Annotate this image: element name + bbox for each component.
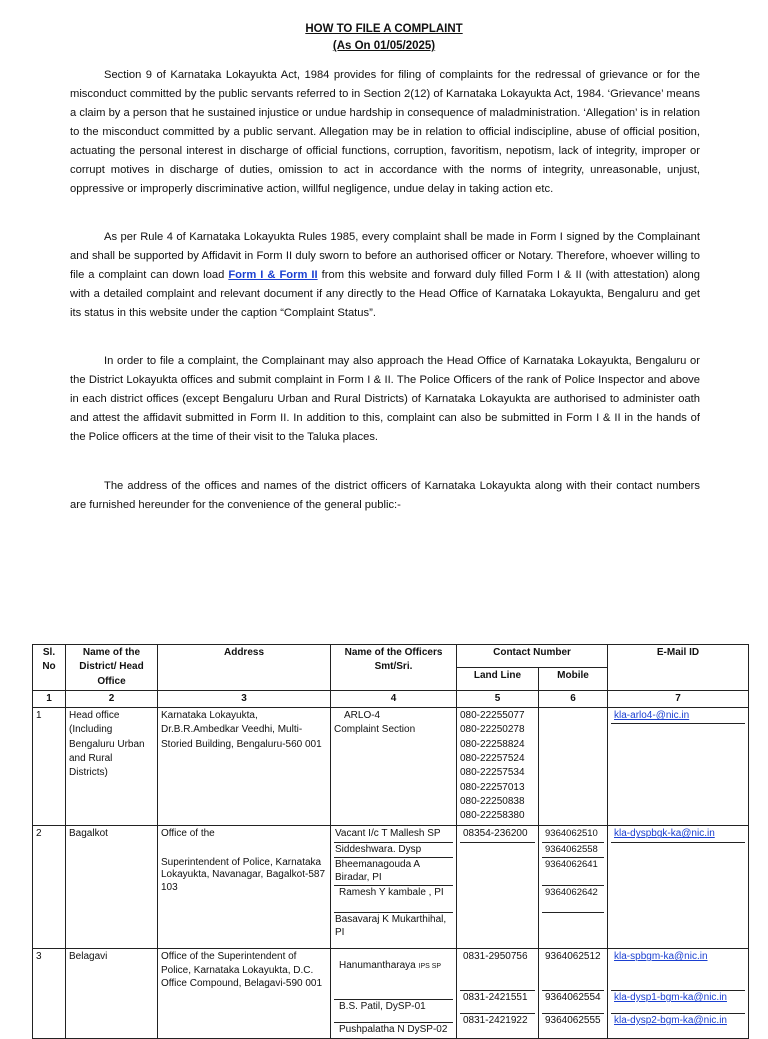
email-cell (608, 708, 749, 826)
landline-number: 080-22255077 (460, 710, 525, 722)
row-sl-no: 2 (33, 826, 66, 949)
header-landline: Land Line (457, 667, 539, 690)
header-officers: Name of the Officers Smt/Sri. (331, 645, 457, 691)
paragraph-rule-4: As per Rule 4 of Karnataka Lokayukta Rules 1985, every complaint shall be made in Form I signed by the Complainant and shall be supported by Affidavit in Form II duly sworn to before an authorised officer or Notary. Therefore, whoever willing to file a complaint can down load Form I & Form II from this website and forward duly filled Form I & II (with attestation) along with a detailed complaint and relevant document if any directly to the Head Office of Karnataka Lokayukta, Bengaluru and get its status in this website under the caption “Complaint Status”. (70, 231, 700, 319)
landline-number: 080-22250278 (460, 724, 525, 736)
column-number: 7 (608, 690, 749, 707)
mobile-number: 9364062555 (542, 1014, 604, 1029)
column-number-row (33, 690, 749, 707)
header-email: E-Mail ID (608, 645, 749, 691)
header-district: Name of the District/ Head Office (66, 645, 158, 691)
office-address (158, 826, 331, 949)
officer-names (331, 949, 457, 1039)
table-row-head-office (33, 708, 749, 826)
mobile-number: 9364062512 (545, 951, 601, 963)
landline-numbers (457, 708, 539, 826)
email-link[interactable]: kla-arlo4-@nic.in (614, 710, 690, 722)
page-subtitle: (As On 01/05/2025) (332, 40, 436, 52)
header-sl-no: Sl. No (33, 645, 66, 691)
email-link[interactable]: kla-dysp2-bgm-ka@nic.in (614, 1015, 727, 1027)
office-address: Office of the Superintendent of Police, Karnataka Lokayukta, D.C. Office Compound, Belagavi-590 001 (158, 949, 331, 1039)
email-link[interactable]: kla-dyspbgk-ka@nic.in (614, 828, 715, 840)
landline-number: 08354-236200 (463, 828, 528, 840)
landline-number: 080-22257534 (460, 767, 525, 779)
column-number: 5 (457, 690, 539, 707)
row-sl-no: 3 (33, 949, 66, 1039)
officer-name: Siddeshwara. Dysp (334, 842, 453, 857)
officer-names (331, 708, 457, 826)
officer-name: Basavaraj K Mukarthihal, PI (334, 913, 453, 948)
landline-number: 080-22250838 (460, 795, 525, 807)
officer-name: B.S. Patil, DySP-01 (334, 1000, 453, 1023)
district-name: Belagavi (66, 949, 158, 1039)
paragraph-section-9: Section 9 of Karnataka Lokayukta Act, 1984 provides for filing of complaints for the redressal of grievance or for the misconduct committed by the public servants referred to in Section 2(12) of Karnataka Lokayukta Act, 1984. ‘Grievance’ means a claim by a person that he sustained injustice or undue hardship in consequence of maladministration. ‘Allegation’ is in relation to the misconduct committed by a public servant. Allegation may be in relation to official indiscipline, abuse of official position, actuating the personal interest in discharge of official functions, corruption, favoritism, nepotism, lack of integrity, improper or corrupt motives in discharge of duties, omission to act in accordance with the norms of integrity, unreasonable, unjust, oppressive or improperly discriminative action, willful negligence, undue delay in taking action etc. (70, 69, 700, 195)
column-number: 4 (331, 690, 457, 707)
district-name: Head office (Including Bengaluru Urban and Rural Districts) (66, 708, 158, 826)
landline-number: 0831-2950756 (463, 951, 528, 963)
officer-name: ARLO-4 (344, 710, 381, 722)
email-cell (608, 826, 749, 949)
table-row-bagalkot (33, 826, 749, 949)
officer-names (331, 826, 457, 949)
header-mobile: Mobile (539, 667, 608, 690)
email-cell (608, 949, 749, 1039)
address-line: Superintendent of Police, Karnataka Lokayukta, Navanagar, Bagalkot-587 103 (161, 856, 325, 893)
mobile-number: 9364062642 (542, 886, 604, 913)
mobile-number: 9364062510 (545, 828, 598, 840)
mobile-numbers (539, 949, 608, 1039)
header-address: Address (158, 645, 331, 691)
mobile-number: 9364062554 (542, 991, 604, 1014)
mobile-numbers (539, 708, 608, 826)
column-number: 2 (66, 690, 158, 707)
table-row-belagavi (33, 949, 749, 1039)
mobile-number: 9364062641 (542, 858, 604, 886)
officer-name: Bheemanagouda A Biradar, PI (334, 858, 453, 886)
office-address: Karnataka Lokayukta, Dr.B.R.Ambedkar Veedhi, Multi-Storied Building, Bengaluru-560 001 (158, 708, 331, 826)
landline-number: 0831-2421551 (460, 991, 535, 1014)
column-number: 1 (33, 690, 66, 707)
paragraph-approach-offices: In order to file a complaint, the Complainant may also approach the Head Office of Karnataka Lokayukta, Bengaluru or the District Lokayukta offices and submit complaint in Form I & II. The Police Officers of the rank of Police Inspector and above in each district offices (except Bengaluru Urban and Rural Districts) of Karnataka Lokayukta are authorised to administer oath and attest the affidavit submitted in Form II. In addition to this, complaint can also be submitted in Form I & II in the hands of the Police officers at the time of their visit to the Taluka places. (70, 355, 700, 443)
district-name: Bagalkot (66, 826, 158, 949)
page-title: HOW TO FILE A COMPLAINT (305, 23, 463, 35)
landline-number: 080-22258824 (460, 738, 525, 750)
landline-number: 0831-2421922 (460, 1014, 535, 1029)
offices-table (32, 644, 749, 1039)
officer-name: Complaint Section (334, 724, 416, 736)
paragraph-address-intro: The address of the offices and names of the district officers of Karnataka Lokayukta along with their contact numbers are furnished hereunder for the convenience of the general public:- (70, 480, 700, 511)
row-sl-no: 1 (33, 708, 66, 826)
mobile-numbers (539, 826, 608, 949)
landline-numbers (457, 826, 539, 949)
landline-numbers (457, 949, 539, 1039)
landline-number: 080-22257524 (460, 753, 525, 765)
column-number: 3 (158, 690, 331, 707)
header-contact-number: Contact Number (457, 645, 608, 668)
officer-name: Pushpalatha N DySP-02 (334, 1023, 453, 1038)
form-download-link[interactable]: Form I & Form II (228, 269, 318, 281)
email-link[interactable]: kla-dysp1-bgm-ka@nic.in (614, 992, 727, 1004)
mobile-number: 9364062558 (542, 842, 604, 857)
officer-name: Vacant I/c T Mallesh SP (335, 828, 441, 840)
officer-name: Ramesh Y kambale , PI (334, 886, 453, 913)
landline-number: 080-22257013 (460, 781, 525, 793)
column-number: 6 (539, 690, 608, 707)
email-link[interactable]: kla-spbgm-ka@nic.in (614, 951, 708, 963)
landline-number: 080-22258380 (460, 810, 525, 822)
address-line: Office of the (161, 828, 215, 840)
officer-name: Hanumantharaya IPS SP (339, 960, 442, 972)
